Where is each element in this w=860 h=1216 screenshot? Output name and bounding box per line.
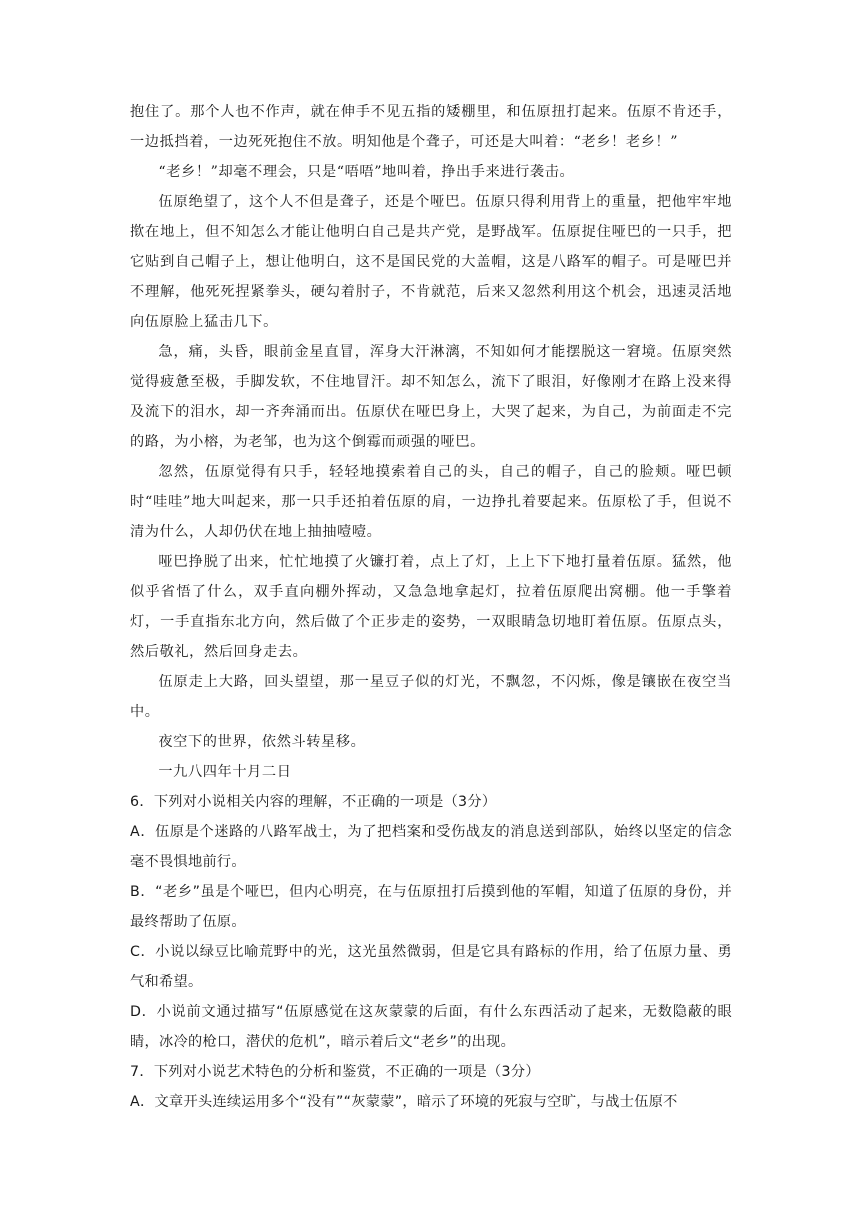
- question-6-option-c: C．小说以绿豆比喻荒野中的光，这光虽然微弱，但是它具有路标的作用，给了伍原力量、勇气和希望。: [130, 944, 732, 990]
- story-paragraph: 急，痛，头昏，眼前金星直冒，浑身大汗淋漓，不知如何才能摆脱这一窘境。伍原突然觉得疲惫至极，手脚发软，不住地冒汗。却不知怎么，流下了眼泪，好像刚才在路上没来得及流下的泪水，却一齐奔涌而出。伍原伏在哑巴身上，大哭了起来，为自己，为前面走不完的路，为小榕，为老邹，也为这个倒霉而顽强的哑巴。: [130, 344, 732, 450]
- story-paragraph: “老乡！”却毫不理会，只是“唔唔”地叫着，挣出手来进行袭击。: [158, 164, 575, 180]
- question-6-option-a: A．伍原是个迷路的八路军战士，为了把档案和受伤战友的消息送到部队，始终以坚定的信念毫不畏惧地前行。: [130, 824, 732, 870]
- question-6-option-b: B．“老乡”虽是个哑巴，但内心明亮，在与伍原扭打后摸到他的军帽，知道了伍原的身份，并最终帮助了伍原。: [130, 884, 732, 930]
- story-paragraph: 伍原走上大路，回头望望，那一星豆子似的灯光，不飘忽，不闪烁，像是镶嵌在夜空当中。: [130, 674, 732, 720]
- story-date: 一九八四年十月二日: [158, 764, 292, 780]
- story-text: [130, 97, 732, 787]
- story-paragraph: 抱住了。那个人也不作声，就在伸手不见五指的矮棚里，和伍原扭打起来。伍原不肯还手，一边抵挡着，一边死死抱住不放。明知他是个聋子，可还是大叫着：“老乡！老乡！”: [130, 104, 732, 150]
- story-paragraph: 伍原绝望了，这个人不但是聋子，还是个哑巴。伍原只得利用背上的重量，把他牢牢地揿在地上，但不知怎么才能让他明白自己是共产党，是野战军。伍原捉住哑巴的一只手，把它贴到自己帽子上，想让他明白，这不是国民党的大盖帽，这是八路军的帽子。可是哑巴并不理解，他死死捏紧拳头，硬勾着肘子，不肯就范，后来又忽然利用这个机会，迅速灵活地向伍原脸上猛击几下。: [130, 194, 732, 330]
- story-paragraph: 忽然，伍原觉得有只手，轻轻地摸索着自己的头，自己的帽子，自己的脸颊。哑巴顿时“哇哇”地大叫起来，那一只手还拍着伍原的肩，一边挣扎着要起来。伍原松了手，但说不清为什么，人却仍伏在地上抽抽噎噎。: [130, 464, 732, 540]
- question-6-stem: 6．下列对小说相关内容的理解，不正确的一项是（3分）: [130, 794, 497, 810]
- question-7-option-a: A．文章开头连续运用多个“没有”“灰蒙蒙”，暗示了环境的死寂与空旷，与战士伍原不: [130, 1094, 678, 1110]
- story-paragraph: 夜空下的世界，依然斗转星移。: [158, 734, 366, 750]
- questions-section: [130, 787, 732, 1117]
- question-7-stem: 7．下列对小说艺术特色的分析和鉴赏，不正确的一项是（3分）: [130, 1064, 540, 1080]
- question-6-option-d: D．小说前文通过描写“伍原感觉在这灰蒙蒙的后面，有什么东西活动了起来，无数隐蔽的眼睛，冰冷的枪口，潜伏的危机”，暗示着后文“老乡”的出现。: [130, 1004, 732, 1050]
- story-paragraph: 哑巴挣脱了出来，忙忙地摸了火镰打着，点上了灯，上上下下地打量着伍原。猛然，他似乎省悟了什么，双手直向棚外挥动，又急急地拿起灯，拉着伍原爬出窝棚。他一手擎着灯，一手直指东北方向，然后做了个正步走的姿势，一双眼睛急切地盯着伍原。伍原点头，然后敬礼，然后回身走去。: [130, 554, 732, 660]
